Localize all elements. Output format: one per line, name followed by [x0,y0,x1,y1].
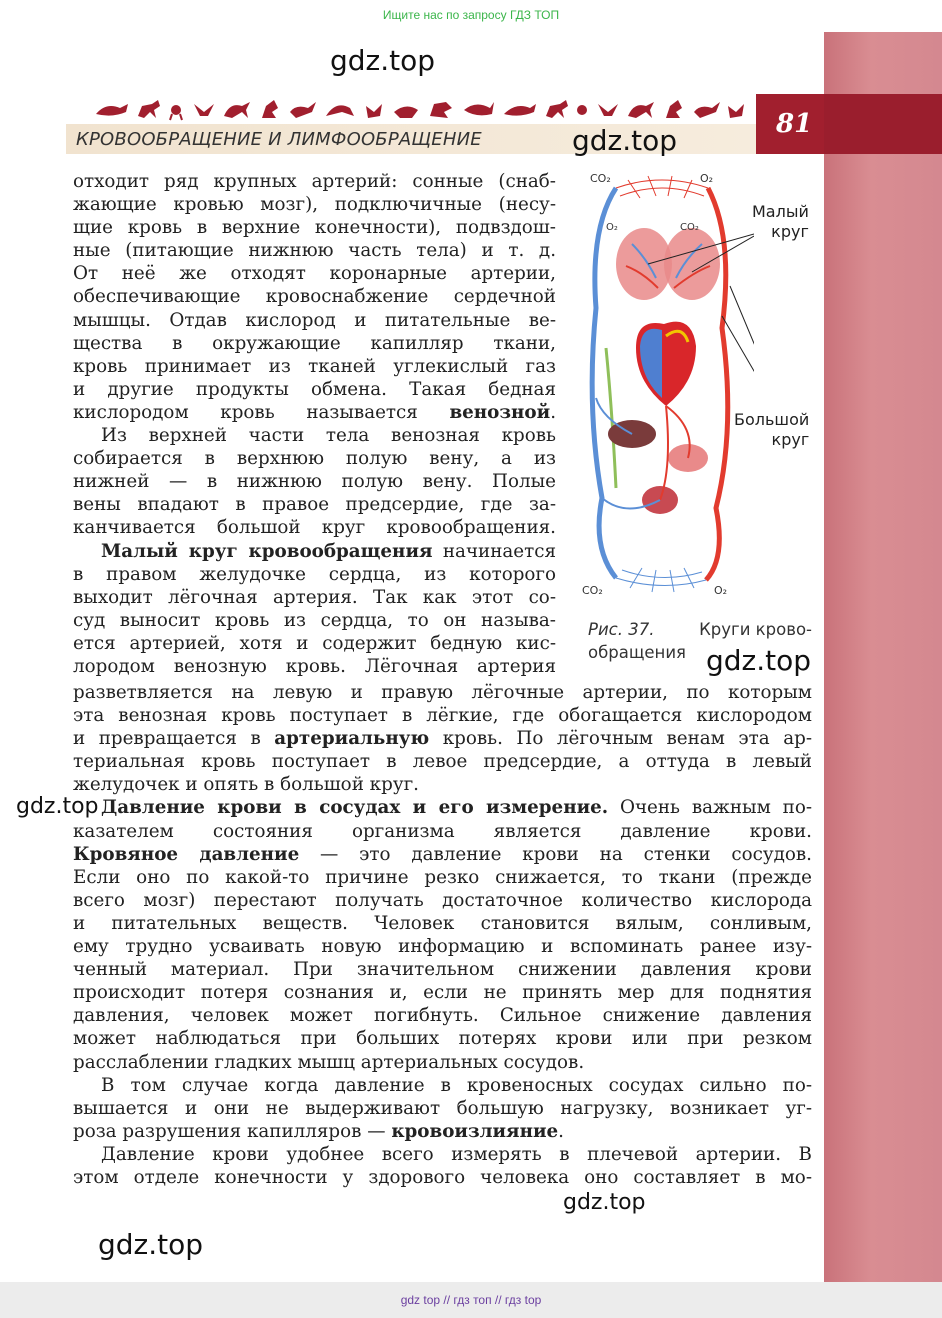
text-line: ченный материал. При значительном снижении давления крови [73,959,812,981]
text-line: вышается и они не выдерживают большую нагрузку, возникает уг- [73,1097,812,1119]
watermark: gdz.top [572,124,678,157]
text-line: жающие кровью мозг), подключичные (несу- [73,194,556,216]
text-line: териальная кровь поступает в левое предсердие, а оттуда в левый [73,751,812,773]
o2-label: O₂ [700,172,714,185]
circulation-diagram [576,168,754,600]
small-circle-label: Малый круг [752,202,809,241]
top-banner[interactable]: Ищите нас по запросу ГДЗ ТОП [0,0,942,32]
text-line: суд выносит кровь из сердца, то он называ- [73,609,556,631]
text-line: В том случае когда давление в кровеносных сосудах сильно по- [101,1074,812,1096]
body-text-narrow [73,170,556,678]
text-line: собирается в верхнюю полую вену, а из [73,448,556,470]
text-line: отходит ряд крупных артерий: сонные (снаб- [73,171,556,192]
text-line: Малый круг кровообращения начинается [101,540,557,562]
text-line: казателем состояния организма является давление крови. [73,820,812,842]
text-line: лородом венозную кровь. Лёгочная артерия [73,655,556,677]
watermark: gdz.top [16,794,99,819]
o2-label: O₂ [714,584,728,597]
text-line: ные (питающие нижнюю часть тела) и т. д. [73,240,556,262]
text-line: роза разрушения капилляров — кровоизлияние. [73,1120,564,1142]
body-text-wide [73,681,812,1189]
text-line: желудочек и опять в большой круг. [73,774,419,796]
text-line: кислородом кровь называется венозной. [73,401,556,423]
watermark: gdz.top [98,1228,204,1261]
text-line: и другие продукты обмена. Такая бедная [73,378,556,400]
text-line: вены впадают в правое предсердие, где за- [73,494,556,516]
text-line: Давление крови удобнее всего измерять в плечевой артерии. В [101,1143,812,1165]
page-margin-band [824,32,942,1282]
text-line: ется артерией, хотя и содержит бедную кис- [73,632,556,654]
text-line: выходит лёгочная артерия. Так как этот со- [73,586,556,608]
watermark: gdz.top [563,1190,646,1215]
term-small-circle: Малый круг кровообращения [101,540,433,562]
text-line: щие кровь в верхние конечности), подвздош- [73,217,556,239]
text-line: От неё же отходят коронарные артерии, [73,263,556,285]
watermark: gdz.top [330,44,436,77]
text-line: канчивается большой круг кровообращения. [73,517,556,539]
figure-caption: Рис. 37. Круги крово- обращения [588,620,812,662]
animal-silhouettes-decoration [96,96,746,122]
text-line: давления, человек может погибнуть. Сильное снижение давления [73,1005,812,1027]
term-venous: венозной [449,401,551,423]
big-circle-label: Большой круг [734,410,810,449]
text-line: мышцы. Отдав кислород и питательные ве- [73,309,556,331]
page-number-band [824,94,942,154]
text-line: и питательных веществ. Человек становится вялым, сонливым, [73,912,812,934]
text-line: в правом желудочке сердца, из которого [73,563,556,585]
text-line: нижней — в нижнюю полую вену. Полые [73,471,556,493]
text-line: Если оно по какой-то причине резко снижается, то ткани (прежде [73,866,812,888]
text-line: этом отделе конечности у здорового человека оно составляет в мо- [73,1166,812,1188]
term-blood-pressure: Кровяное давление [73,843,300,865]
term-arterial: артериальную [274,728,430,750]
text-line: Из верхней части тела венозная кровь [101,425,556,447]
text-line: разветвляется на левую и правую лёгочные артерии, по которым [73,682,812,703]
bottom-banner[interactable]: gdz top // гдз топ // гдз top [400,1293,542,1307]
text-line: Давление крови в сосудах и его измерение. Очень важным по- [101,797,813,819]
o2-label: O₂ [606,222,618,233]
watermark: gdz.top [706,644,812,677]
term-hemorrhage: кровоизлияние [391,1120,559,1142]
text-line: и превращается в артериальную кровь. По лёгочным венам эта ар- [73,728,812,750]
text-line: расслаблении гладких мышц артериальных сосудов. [73,1051,585,1073]
text-line: щества в окружающие капилляр ткани, [73,332,556,354]
chapter-title: КРОВООБРАЩЕНИЕ И ЛИМФООБРАЩЕНИЕ [76,129,482,150]
text-line: обеспечивающие кровоснабжение сердечной [73,286,556,308]
co2-label: CO₂ [582,584,603,597]
text-line: может наблюдаться при больших потерях крови или при резком [73,1028,812,1050]
text-line: ему трудно усваивать новую информацию и вспоминать ранее изу- [73,936,812,958]
section-heading-pressure: Давление крови в сосудах и его измерение. [101,797,609,819]
page-number: 81 [776,109,813,139]
text-line: эта венозная кровь поступает в лёгкие, где обогащается кислородом [73,705,812,727]
text-line: всего мозг) перестают получать достаточное количество кислорода [73,889,812,911]
text-line: Кровяное давление — это давление крови на стенки сосудов. [73,843,812,865]
text-line: кровь принимает из тканей углекислый газ [73,355,556,377]
co2-label: CO₂ [680,222,699,233]
text-line: происходит потеря сознания и, если не принять мер для поднятия [73,982,812,1004]
co2-label: CO₂ [590,172,611,185]
